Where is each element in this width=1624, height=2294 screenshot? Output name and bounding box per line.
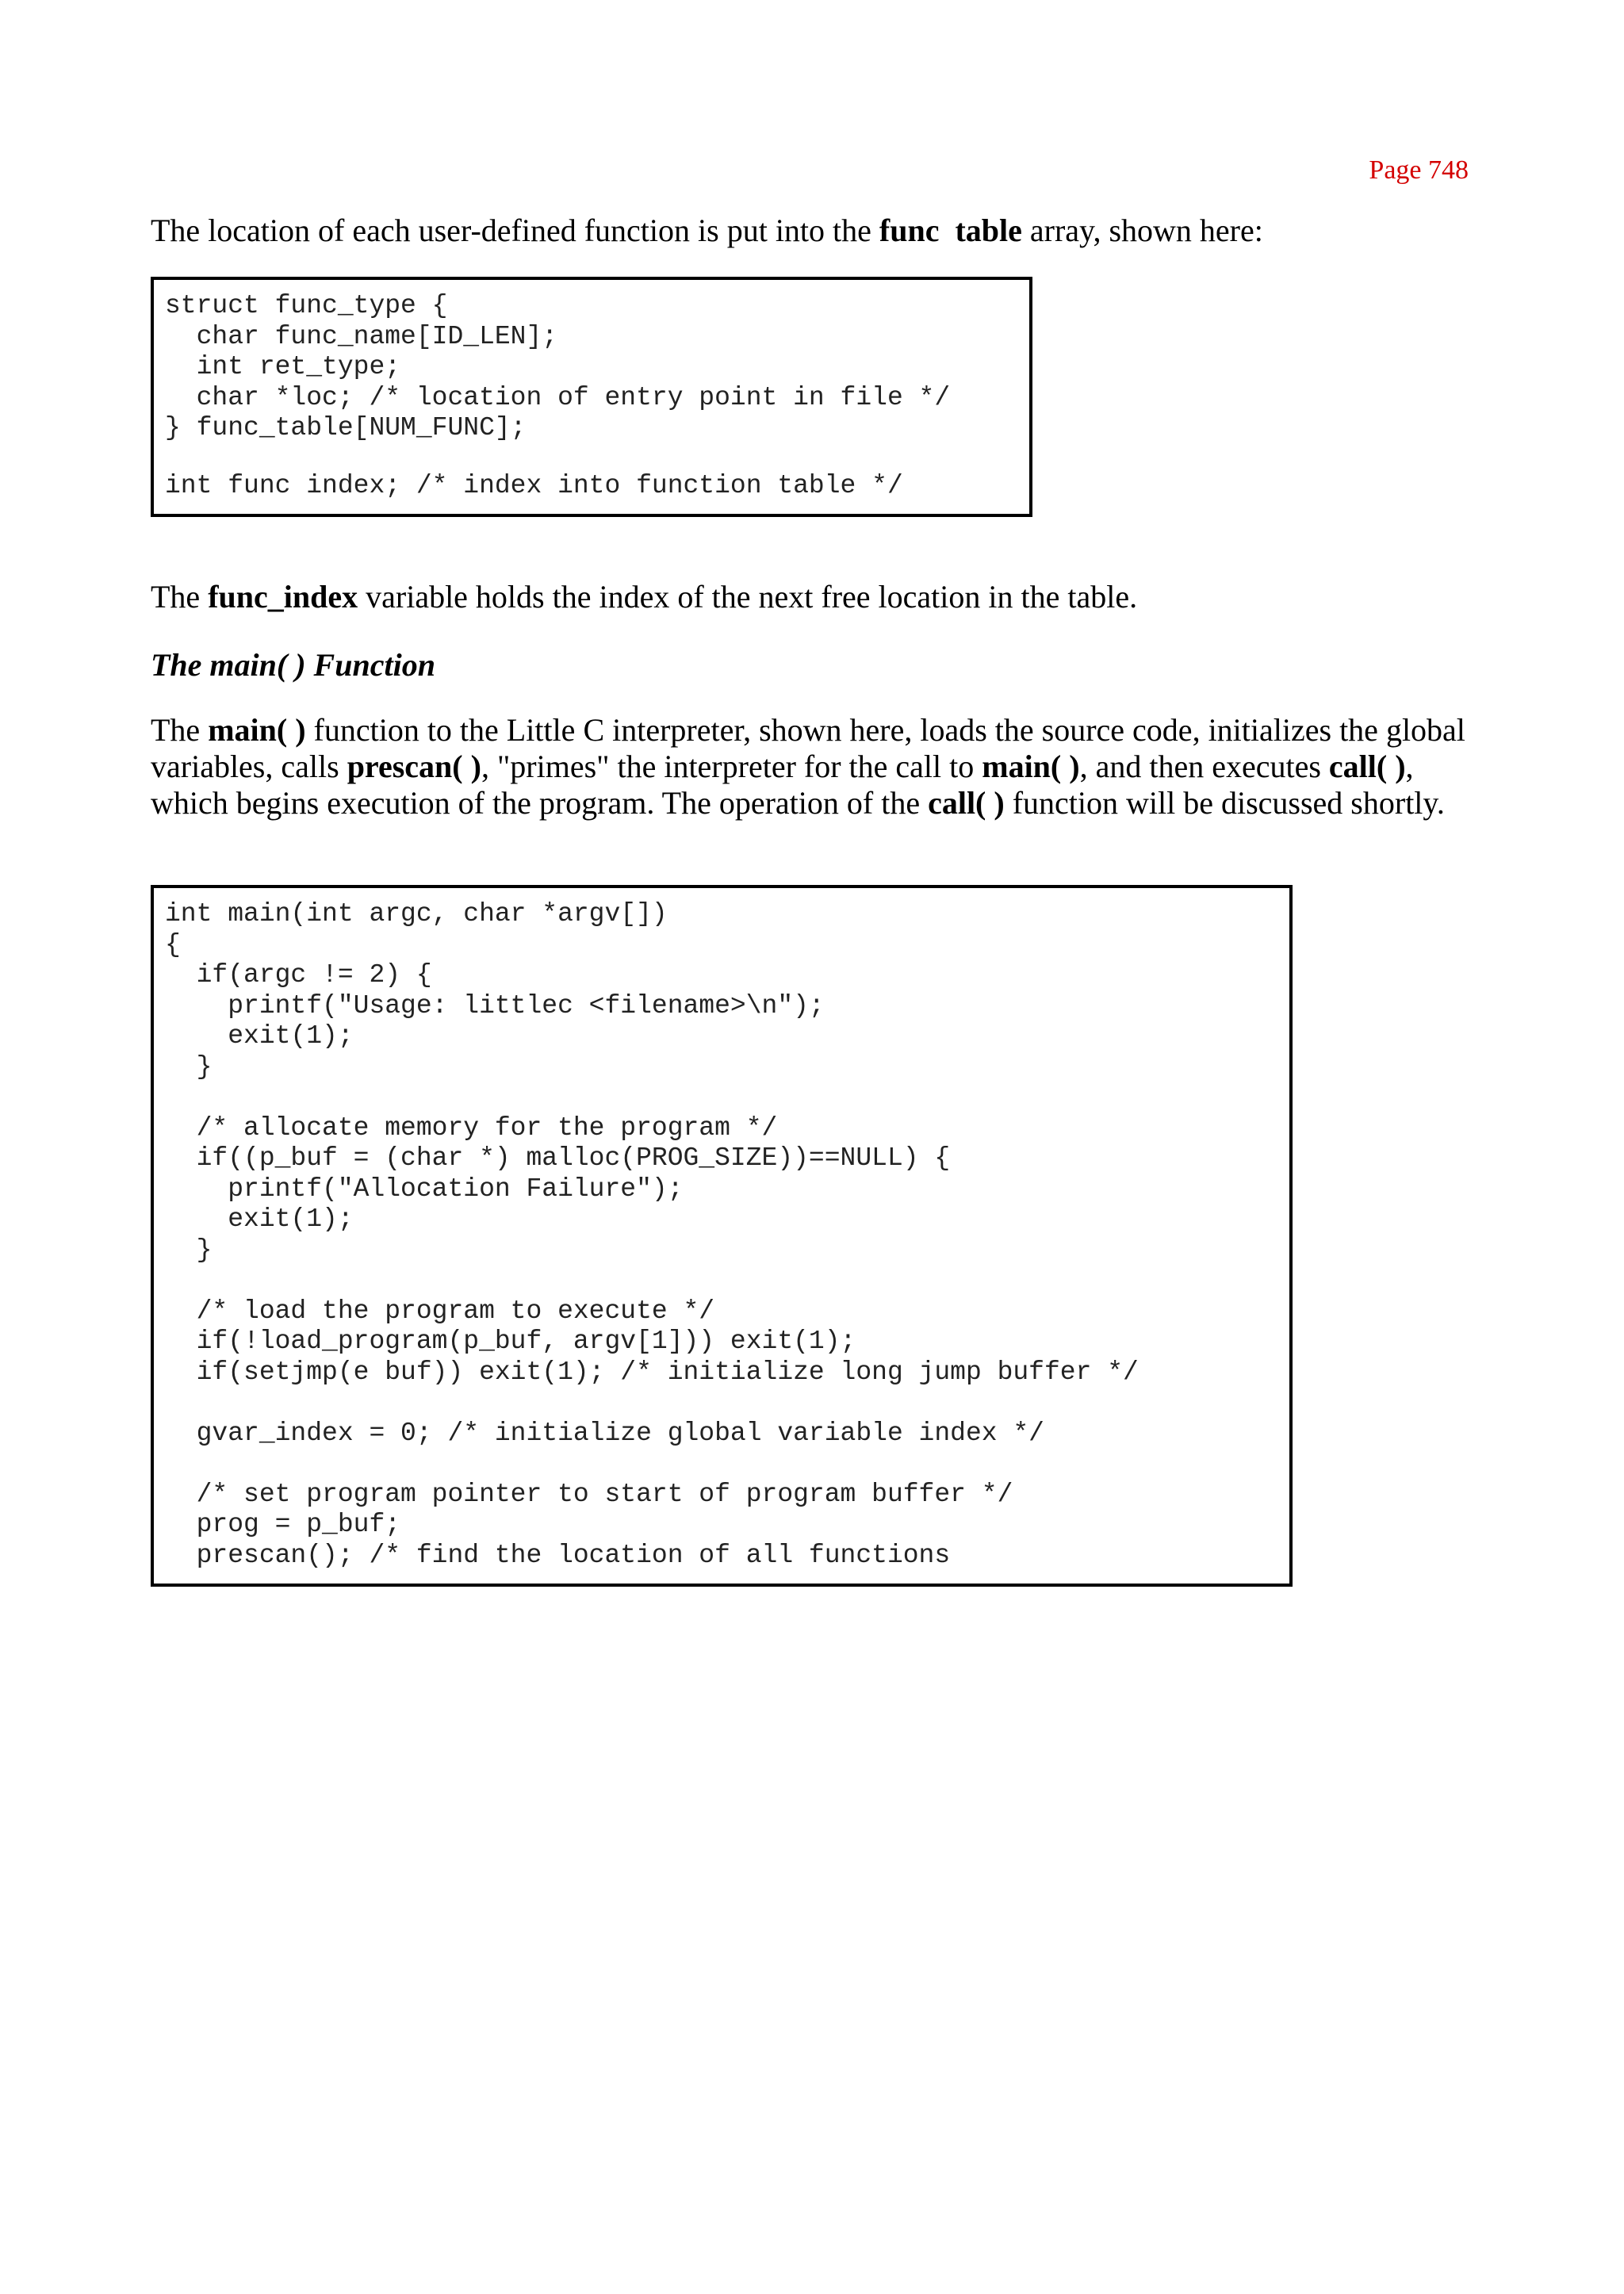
func-table-code-block	[151, 277, 1032, 517]
func-index-bold-term: func_index	[208, 579, 358, 615]
code-line: } func_table[NUM_FUNC];	[165, 413, 527, 442]
code-line: int main(int argc, char *argv[])	[165, 899, 668, 929]
main-para-text-1: The	[151, 712, 209, 748]
code-line: prescan(); /* find the location of all functions	[165, 1540, 951, 1570]
code-line: if(setjmp(e buf)) exit(1); /* initialize long jump buffer */	[165, 1357, 1139, 1387]
code-line: printf("Allocation Failure");	[165, 1174, 684, 1204]
code-line: gvar_index = 0; /* initialize global variable index */	[165, 1418, 1044, 1448]
code-line: int func index; /* index into function table */	[165, 470, 903, 500]
code-line	[165, 444, 1029, 471]
main-function-code-block	[151, 885, 1293, 1587]
section-heading: The main( ) Function	[151, 647, 435, 683]
code-line	[165, 1388, 1289, 1419]
main-para-text-6: function will be discussed shortly.	[1004, 785, 1445, 821]
intro-text-end: array, shown here:	[1021, 213, 1263, 248]
code-line: int ret_type;	[165, 352, 401, 381]
main-para-bold-call-2: call( )	[928, 785, 1005, 821]
main-function-paragraph	[151, 712, 1467, 821]
code-line: struct func_type {	[165, 291, 448, 320]
code-line: /* set program pointer to start of program buffer */	[165, 1479, 1013, 1509]
code-line: if(argc != 2) {	[165, 960, 432, 990]
code-line: exit(1);	[165, 1021, 354, 1051]
intro-text-start: The location of each user-defined function is put into the	[151, 213, 879, 248]
code-line: }	[165, 1235, 213, 1265]
func-index-paragraph	[151, 579, 1467, 615]
code-line: char *loc; /* location of entry point in file */	[165, 382, 951, 412]
code-line: /* load the program to execute */	[165, 1296, 715, 1326]
main-para-bold-call: call( )	[1328, 749, 1406, 784]
main-para-bold-main-2: main( )	[982, 749, 1080, 784]
main-para-text-4: , and then executes	[1079, 749, 1329, 784]
code-line: /* allocate memory for the program */	[165, 1113, 778, 1143]
code-line	[165, 1082, 1289, 1113]
func-index-text-end: variable holds the index of the next free location in the table.	[358, 579, 1138, 615]
func-index-text-start: The	[151, 579, 209, 615]
code-line: exit(1);	[165, 1204, 354, 1234]
code-line: {	[165, 929, 181, 959]
code-line: if(!load_program(p_buf, argv[1])) exit(1);	[165, 1327, 856, 1356]
code-line: }	[165, 1051, 213, 1082]
main-para-text-3: , "primes" the interpreter for the call to	[481, 749, 982, 784]
code-line: if((p_buf = (char *) malloc(PROG_SIZE))==NULL) {	[165, 1143, 951, 1173]
main-para-bold-main: main( )	[208, 712, 306, 748]
code-line: printf("Usage: littlec <filename>\n");	[165, 990, 825, 1021]
main-para-text-2: function to the Little C interpreter, shown here, loads the source code, initializes the global variables, calls	[151, 712, 1465, 784]
code-line: char func_name[ID_LEN];	[165, 321, 558, 351]
intro-paragraph	[151, 213, 1467, 249]
main-para-bold-prescan: prescan( )	[347, 749, 481, 784]
code-line	[165, 1266, 1289, 1296]
code-line: prog = p_buf;	[165, 1510, 401, 1539]
page-number: Page 748	[1369, 155, 1469, 185]
intro-bold-term: func table	[879, 213, 1022, 248]
main-para-text-5: , which begins execution of the program. The operation of the	[151, 749, 1414, 821]
code-line	[165, 1449, 1289, 1480]
